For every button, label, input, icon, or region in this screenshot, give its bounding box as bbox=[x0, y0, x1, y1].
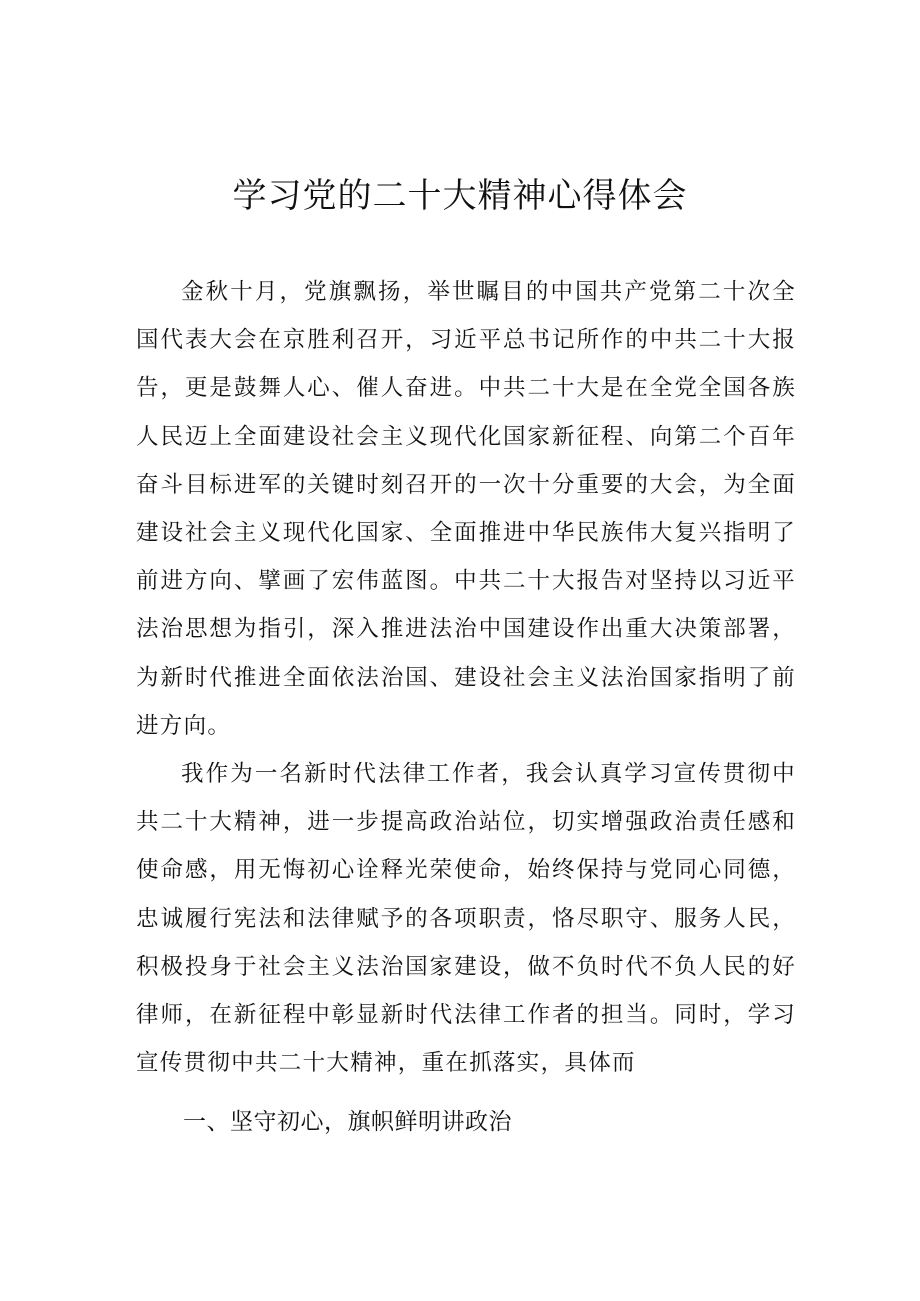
document-title: 学习党的二十大精神心得体会 bbox=[232, 176, 688, 216]
document-body bbox=[136, 268, 796, 1087]
paragraph-1: 金秋十月，党旗飘扬，举世瞩目的中国共产党第二十次全国代表大会在京胜利召开，习近平总书记所作的中共二十大报告，更是鼓舞人心、催人奋进。中共二十大是在全党全国各族人民迈上全面建设社会主义现代化国家新征程、向第二个百年奋斗目标进军的关键时刻召开的一次十分重要的大会，为全面建设社会主义现代化国家、全面推进中华民族伟大复兴指明了前进方向、擘画了宏伟蓝图。中共二十大报告对坚持以习近平法治思想为指引，深入推进法治中国建设作出重大决策部署，为新时代推进全面依法治国、建设社会主义法治国家指明了前进方向。 bbox=[136, 279, 796, 739]
section-heading: 一、坚守初心，旗帜鲜明讲政治 bbox=[183, 1109, 512, 1135]
paragraph-2: 我作为一名新时代法律工作者，我会认真学习宣传贯彻中共二十大精神，进一步提高政治站位，切实增强政治责任感和使命感，用无悔初心诠释光荣使命，始终保持与党同心同德，忠诚履行宪法和法律赋予的各项职责，恪尽职守、服务人民，积极投身于社会主义法治国家建设，做不负时代不负人民的好律师，在新征程中彰显新时代法律工作者的担当。同时，学习宣传贯彻中共二十大精神，重在抓落实，具体而 bbox=[136, 761, 796, 1077]
